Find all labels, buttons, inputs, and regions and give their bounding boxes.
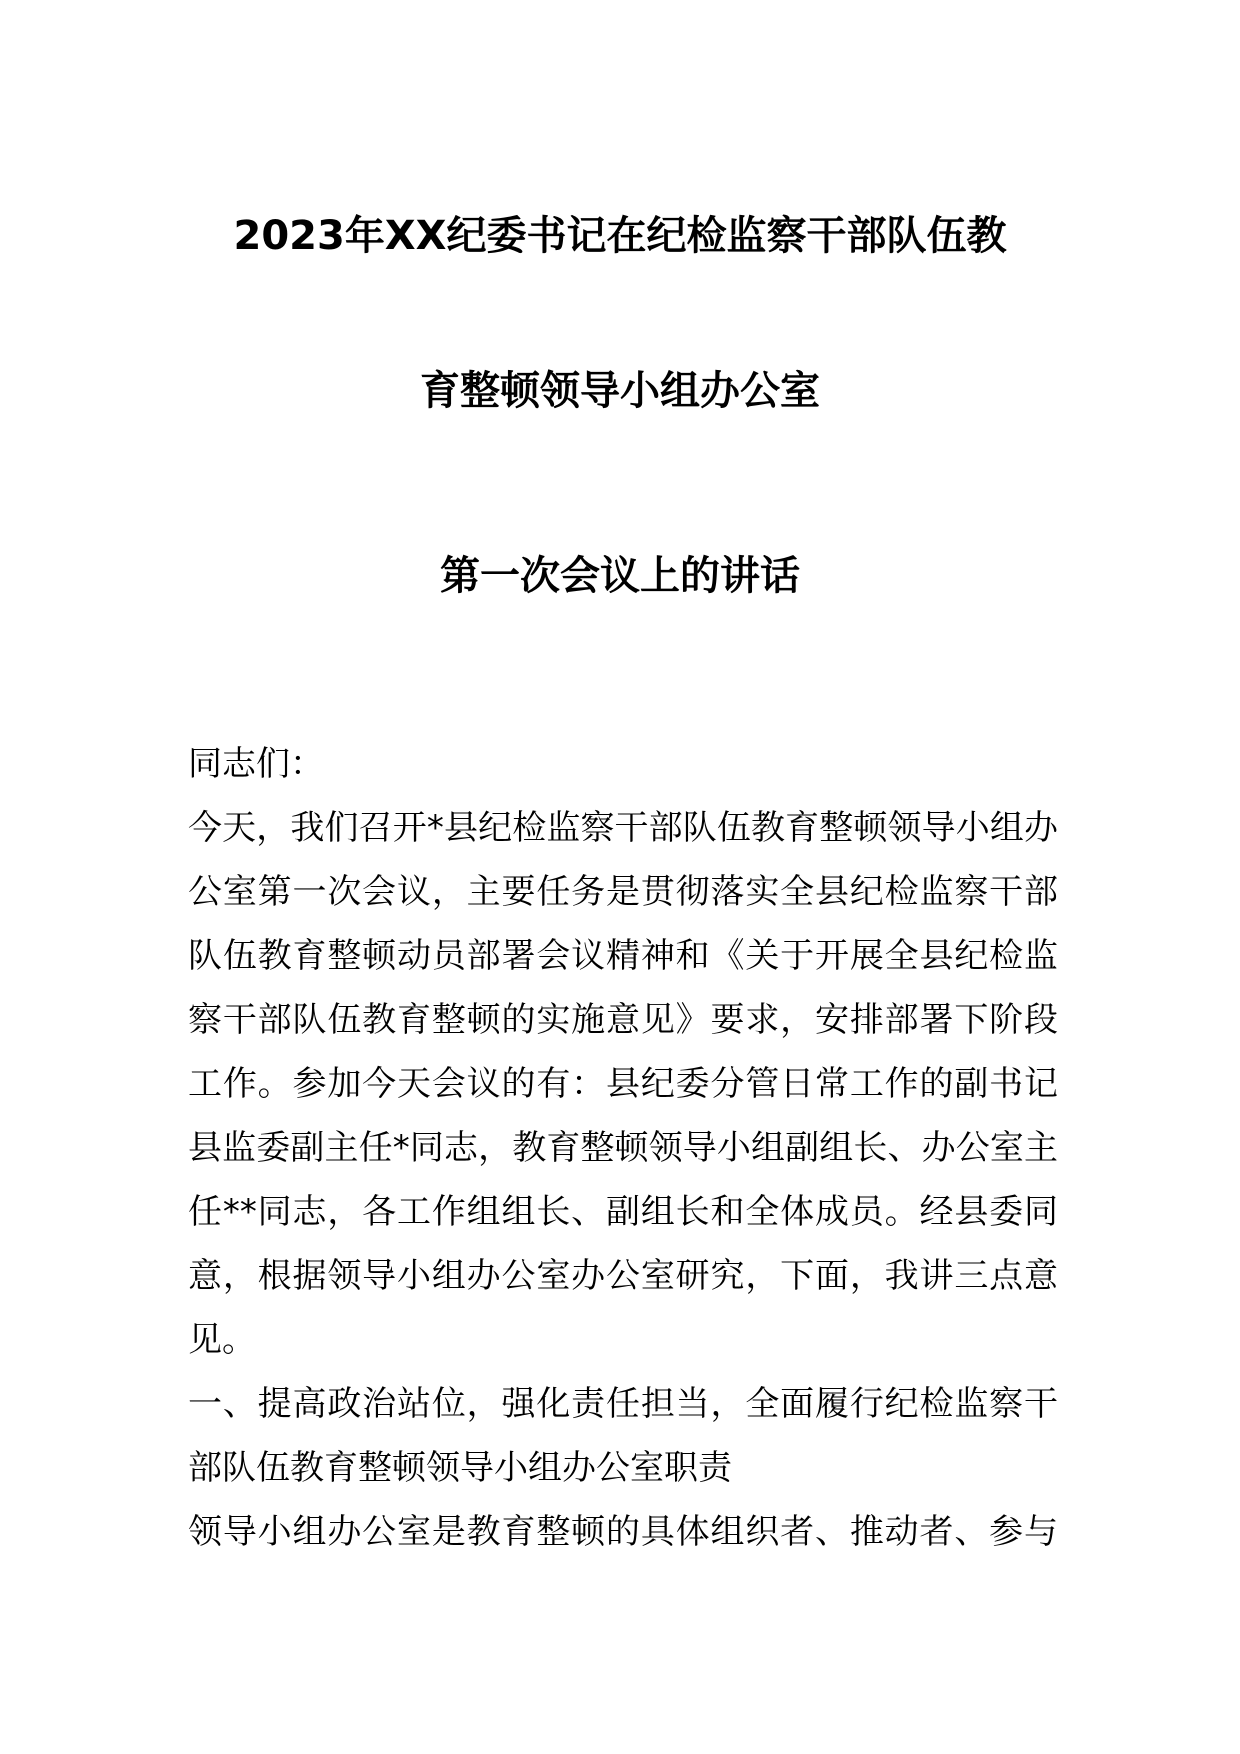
body-line-2: 公室第一次会议，主要任务是贯彻落实全县纪检监察干部 (188, 872, 1058, 912)
body-line-12: 领导小组办公室是教育整顿的具体组织者、推动者、参与 (188, 1512, 1058, 1552)
body-line-1: 今天，我们召开*县纪检监察干部队伍教育整顿领导小组办 (188, 808, 1058, 848)
body-line-8: 意，根据领导小组办公室办公室研究，下面，我讲三点意 (188, 1256, 1058, 1296)
speech-body (188, 732, 1058, 1564)
body-line-9: 见。 (188, 1320, 256, 1360)
body-line-5: 工作。参加今天会议的有：县纪委分管日常工作的副书记 (188, 1064, 1058, 1104)
title-line-1: 2023年XX纪委书记在纪检监察干部队伍教 (233, 213, 1007, 259)
section-heading-1-cont: 部队伍教育整顿领导小组办公室职责 (188, 1448, 732, 1488)
body-line-7: 任**同志，各工作组组长、副组长和全体成员。经县委同 (188, 1192, 1058, 1232)
title-line-2: 育整顿领导小组办公室 (420, 368, 820, 414)
body-line-3: 队伍教育整顿动员部署会议精神和《关于开展全县纪检监 (188, 936, 1058, 976)
title-line-3: 第一次会议上的讲话 (440, 553, 800, 599)
body-line-4: 察干部队伍教育整顿的实施意见》要求，安排部署下阶段 (188, 1000, 1058, 1040)
section-heading-1: 一、提高政治站位，强化责任担当，全面履行纪检监察干 (188, 1384, 1058, 1424)
body-line-6: 县监委副主任*同志，教育整顿领导小组副组长、办公室主 (188, 1128, 1058, 1168)
salutation: 同志们： (188, 744, 324, 784)
